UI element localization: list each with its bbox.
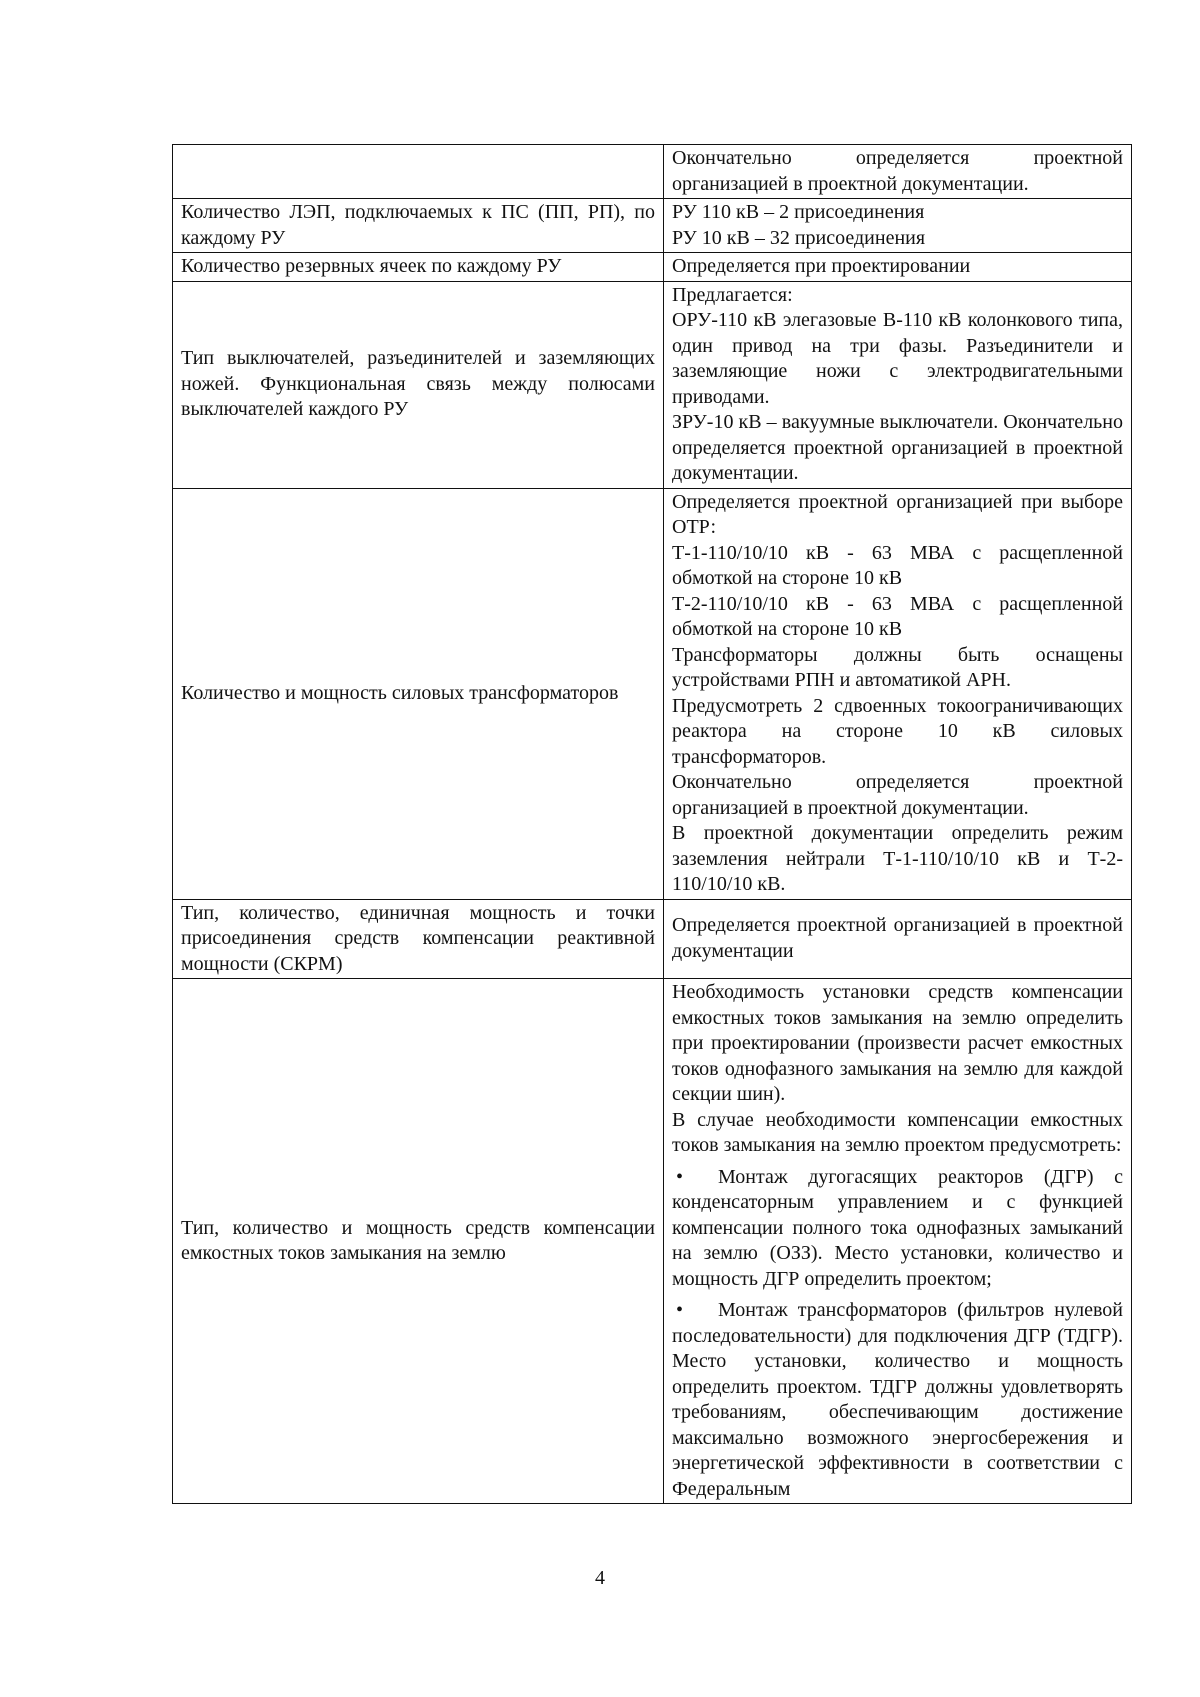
table-row [173,899,1132,979]
table-cell-left: Тип, количество и мощность средств компенсации емкостных токов замыкания на землю [173,979,664,1504]
cell-paragraph: Окончательно определяется проектной организацией в проектной документации. [672,147,1123,195]
cell-paragraph: В проектной документации определить режим заземления нейтрали Т-1-110/10/10 кВ и Т-2-110/10/10 кВ. [672,822,1123,895]
table-row [173,281,1132,488]
cell-paragraph: Предусмотреть 2 сдвоенных токоограничивающих реактора на стороне 10 кВ силовых трансформаторов. [672,694,1123,768]
table-cell-left: Тип выключателей, разъединителей и заземляющих ножей. Функциональная связь между полюсами выключателей каждого РУ [173,281,664,488]
cell-paragraph: РУ 110 кВ – 2 присоединения [672,201,925,223]
cell-paragraph: Определяется проектной организацией в проектной документации [672,914,1123,962]
cell-paragraph: Окончательно определяется проектной организацией в проектной документации. [672,771,1123,819]
table-cell-left: Количество ЛЭП, подключаемых к ПС (ПП, РП), по каждому РУ [173,199,664,253]
bullet-item [672,1298,1123,1502]
specification-table [172,144,1132,1504]
table-cell-left: Количество и мощность силовых трансформаторов [173,488,664,899]
page-number: 4 [595,1567,605,1589]
cell-paragraph: РУ 10 кВ – 32 присоединения [672,226,926,249]
table-row [173,488,1132,899]
bullet-icon: • [676,1299,684,1321]
table-cell-right [664,145,1132,199]
bullet-text: Монтаж трансформаторов (фильтров нулевой последовательности) для подключения ДГР (ТДГР). Место установки, количество и мощность определить проектом. ТДГР должны удовлетворять требованиям, обеспечивающим достижение максимально возможного энергосбережения и энергетической эффективности в соответствии с Федеральным [672,1299,1123,1500]
table-cell-right [664,899,1132,979]
cell-paragraph: Определяется проектной организацией при выборе ОТР: [672,490,1123,538]
cell-paragraph: ОРУ-110 кВ элегазовые В-110 кВ колонкового типа, один привод на три фазы. Разъединители и заземляющие ножи с электродвигательными приводами. [672,309,1123,408]
cell-paragraph: Т-1-110/10/10 кВ - 63 МВА с расщепленной обмоткой на стороне 10 кВ [672,541,1123,589]
cell-paragraph: Т-2-110/10/10 кВ - 63 МВА с расщепленной обмоткой на стороне 10 кВ [672,592,1123,640]
table-row [173,979,1132,1504]
table-row [173,145,1132,199]
cell-paragraph: Предлагается: [672,283,793,306]
table-cell-left: Тип, количество, единичная мощность и точки присоединения средств компенсации реактивной мощности (СКРМ) [173,899,664,979]
table-cell-left [173,145,664,199]
bullet-text: Монтаж дугогасящих реакторов (ДГР) с конденсаторным управлением и с функцией компенсации полного тока однофазных замыканий на землю (ОЗЗ). Место установки, количество и мощность ДГР определить проектом; [672,1165,1123,1290]
cell-paragraph: Необходимость установки средств компенсации емкостных токов замыкания на землю определить при проектировании (произвести расчет емкостных токов однофазного замыкания на землю для каждой секции шин). [672,981,1123,1105]
table-cell-right [664,979,1132,1504]
cell-paragraph: В случае необходимости компенсации емкостных токов замыкания на землю проектом предусмотреть: [672,1108,1123,1156]
table-cell-left: Количество резервных ячеек по каждому РУ [173,253,664,282]
table-cell-right [664,253,1132,282]
cell-paragraph: ЗРУ-10 кВ – вакуумные выключатели. Окончательно определяется проектной организацией в проектной документации. [672,411,1123,484]
table-cell-right [664,281,1132,488]
cell-paragraph: Определяется при проектировании [672,255,971,277]
bullet-icon: • [676,1165,684,1188]
table-cell-right [664,199,1132,253]
bullet-item [672,1165,1123,1293]
table-row [173,253,1132,282]
cell-paragraph: Трансформаторы должны быть оснащены устройствами РПН и автоматикой АРН. [672,643,1123,691]
table-cell-right [664,488,1132,899]
table-row [173,199,1132,253]
